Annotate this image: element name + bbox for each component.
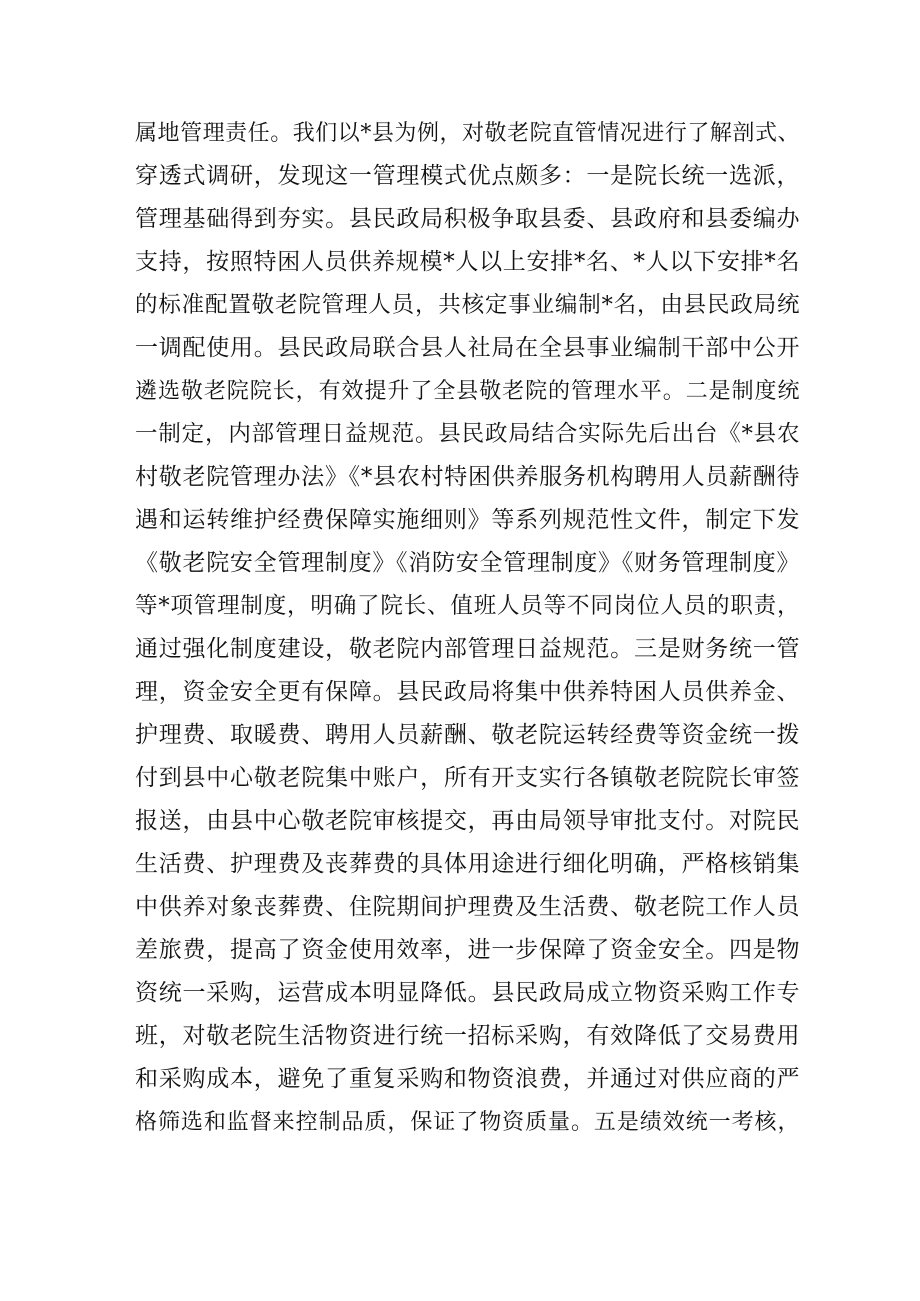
text-line: 支持，按照特困人员供养规模*人以上安排*名、*人以下安排*名 xyxy=(135,249,801,275)
text-line: 穿透式调研，发现这一管理模式优点颇多：一是院长统一选派， xyxy=(135,163,800,189)
text-line: 管理基础得到夯实。县民政局积极争取县委、县政府和县委编办 xyxy=(135,206,800,232)
text-line: 差旅费，提高了资金使用效率，进一步保障了资金安全。四是物 xyxy=(135,937,800,963)
text-line: 遇和运转维护经费保障实施细则》等系列规范性文件，制定下发 xyxy=(135,507,800,533)
text-line: 护理费、取暖费、聘用人员薪酬、敬老院运转经费等资金统一拨 xyxy=(135,722,800,748)
text-line: 生活费、护理费及丧葬费的具体用途进行细化明确，严格核销集 xyxy=(135,851,800,877)
text-line: 一调配使用。县民政局联合县人社局在全县事业编制干部中公开 xyxy=(135,335,800,361)
text-line: 属地管理责任。我们以*县为例，对敬老院直管情况进行了解剖式、 xyxy=(135,121,800,146)
text-line: 一制定，内部管理日益规范。县民政局结合实际先后出台《*县农 xyxy=(135,421,800,447)
text-line: 的标准配置敬老院管理人员，共核定事业编制*名，由县民政局统 xyxy=(135,292,800,318)
text-line: 中供养对象丧葬费、住院期间护理费及生活费、敬老院工作人员 xyxy=(135,894,800,920)
text-line: 和采购成本，避免了重复采购和物资浪费，并通过对供应商的严 xyxy=(135,1066,800,1092)
text-line: 班，对敬老院生活物资进行统一招标采购，有效降低了交易费用 xyxy=(135,1023,800,1049)
text-line: 《敬老院安全管理制度》《消防安全管理制度》《财务管理制度》 xyxy=(135,550,800,576)
text-line: 通过强化制度建设，敬老院内部管理日益规范。三是财务统一管 xyxy=(135,636,800,662)
text-line: 格筛选和监督来控制品质，保证了物资质量。五是绩效统一考核， xyxy=(135,1110,800,1135)
text-line: 报送，由县中心敬老院审核提交，再由局领导审批支付。对院民 xyxy=(135,808,800,834)
text-line: 理，资金安全更有保障。县民政局将集中供养特困人员供养金、 xyxy=(135,679,800,705)
text-line: 遴选敬老院院长，有效提升了全县敬老院的管理水平。二是制度统 xyxy=(135,379,800,404)
text-line: 等*项管理制度，明确了院长、值班人员等不同岗位人员的职责， xyxy=(135,593,800,619)
body-paragraph xyxy=(135,112,800,1144)
text-line: 资统一采购，运营成本明显降低。县民政局成立物资采购工作专 xyxy=(135,980,800,1006)
text-line: 村敬老院管理办法》《*县农村特困供养服务机构聘用人员薪酬待 xyxy=(135,464,800,490)
text-line: 付到县中心敬老院集中账户，所有开支实行各镇敬老院院长审签 xyxy=(135,765,800,791)
